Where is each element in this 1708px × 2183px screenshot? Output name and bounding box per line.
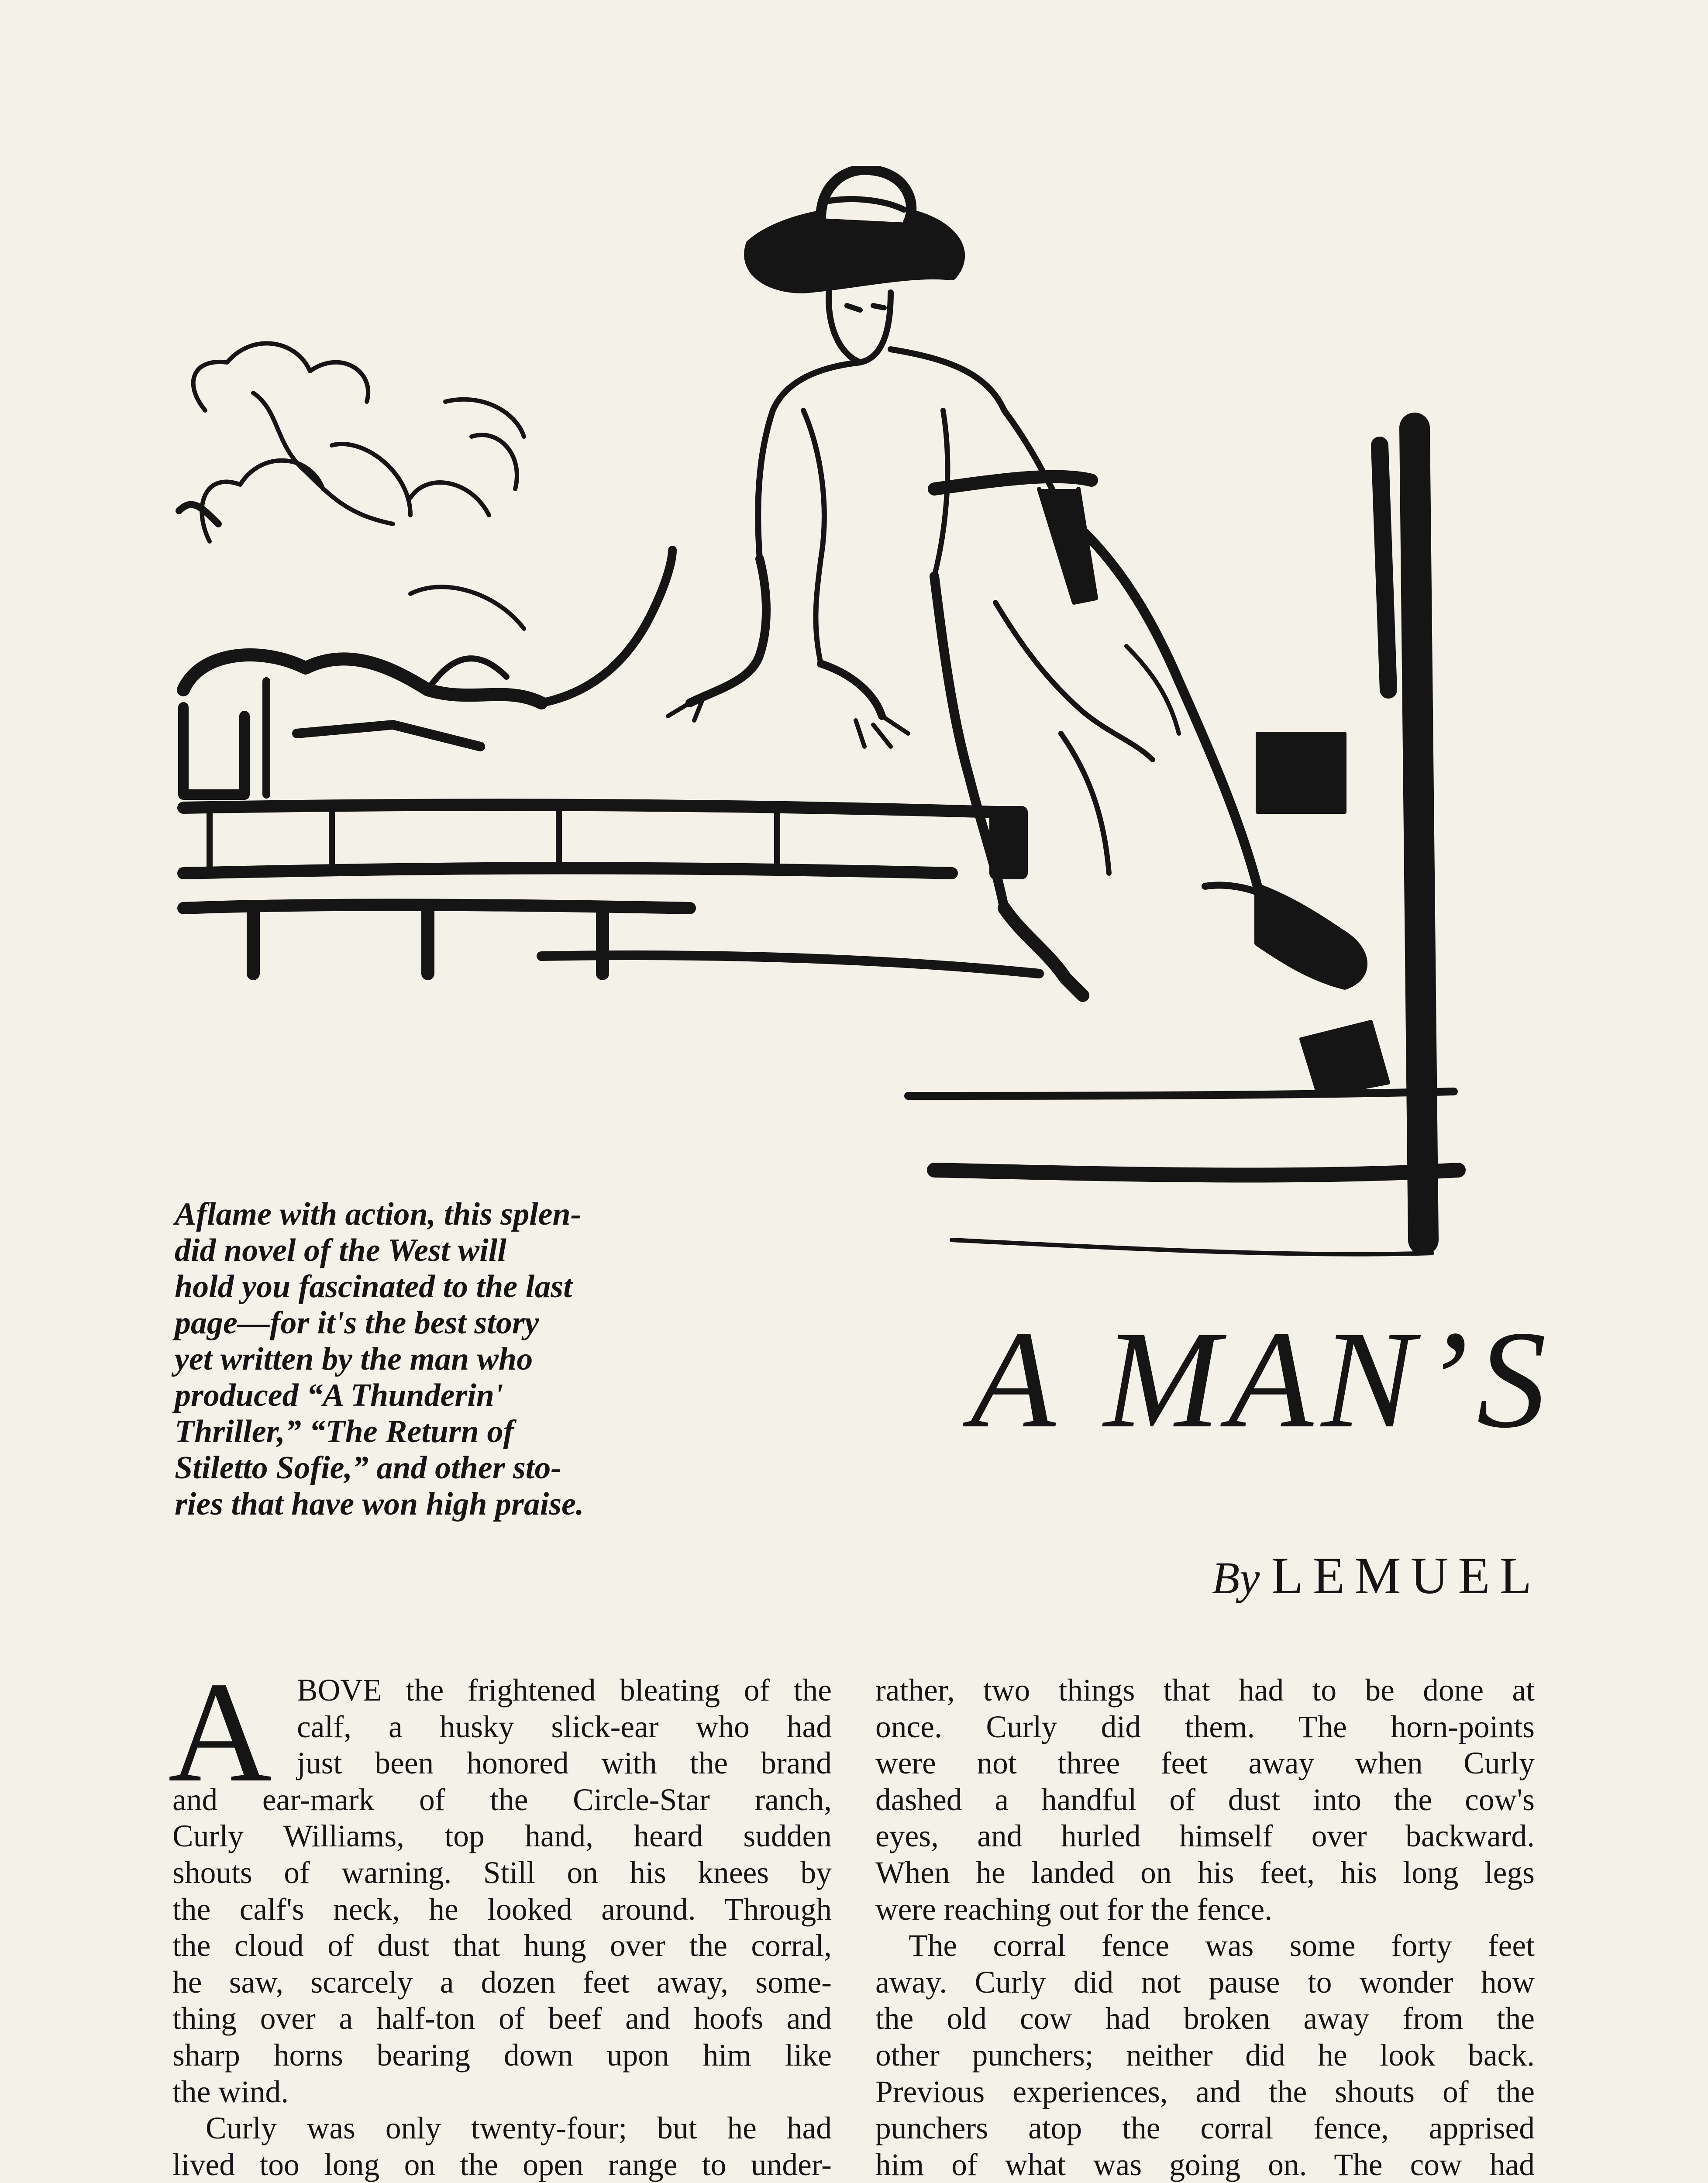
body-line: dashed a handful of dust into the cow's <box>875 1782 1535 1817</box>
body-line: the cloud of dust that hung over the corral, <box>172 1928 832 1963</box>
body-line: the wind. <box>172 2074 289 2109</box>
teaser-line: page—for it's the best story <box>175 1305 539 1341</box>
body-line: and ear-mark of the Circle-Star ranch, <box>172 1782 832 1817</box>
teaser-line: Aflame with action, this splen- <box>175 1196 582 1232</box>
byline-by: By <box>1212 1553 1260 1603</box>
body-line: were not three feet away when Curly <box>875 1746 1535 1781</box>
body-line: other punchers; neither did he look back. <box>875 2038 1535 2073</box>
body-line: lived too long on the open range to under- <box>172 2147 832 2182</box>
cowboy-fence-illustration <box>166 166 1537 1266</box>
body-line: When he landed on his feet, his long legs <box>875 1855 1535 1890</box>
body-line: the old cow had broken away from the <box>875 2001 1535 2036</box>
body-column-left <box>172 1672 832 2183</box>
body-line: Previous experiences, and the shouts of the <box>875 2074 1535 2109</box>
body-line: eyes, and hurled himself over backward. <box>875 1819 1535 1854</box>
teaser-line: yet written by the man who <box>175 1341 533 1377</box>
teaser-line: did novel of the West will <box>175 1233 506 1268</box>
body-line: just been honored with the brand <box>297 1746 832 1781</box>
dust-cloud <box>193 343 524 629</box>
body-line: BOVE the frightened bleating of the <box>297 1673 832 1708</box>
body-line: sharp horns bearing down upon him like <box>172 2038 832 2073</box>
body-line: The corral fence was some forty feet <box>909 1928 1535 1963</box>
story-teaser <box>175 1196 672 1522</box>
body-line: were reaching out for the fence. <box>875 1892 1273 1927</box>
body-line: Curly was only twenty-four; but he had <box>206 2111 832 2146</box>
body-line: calf, a husky slick-ear who had <box>297 1709 832 1744</box>
teaser-line: Thriller,” “The Return of <box>175 1414 514 1450</box>
body-line: Curly Williams, top hand, heard sudden <box>172 1819 832 1854</box>
body-line: thing over a half-ton of beef and hoofs and <box>172 2001 832 2036</box>
drop-cap: A <box>168 1653 272 1812</box>
cowboy-hat <box>749 169 960 288</box>
body-line: him of what was going on. The cow had <box>875 2147 1535 2182</box>
teaser-line: produced “A Thunderin' <box>175 1377 503 1413</box>
body-line: the calf's neck, he looked around. Through <box>172 1892 832 1927</box>
body-line: rather, two things that had to be done at <box>875 1673 1535 1708</box>
body-line: he saw, scarcely a dozen feet away, some- <box>172 1965 832 2000</box>
byline <box>1070 1546 1541 1606</box>
teaser-line: ries that have won high praise. <box>175 1486 584 1522</box>
body-line: once. Curly did them. The horn-points <box>875 1709 1535 1744</box>
story-title: A MAN’S <box>970 1302 1554 1457</box>
body-line: away. Curly did not pause to wonder how <box>875 1965 1535 2000</box>
cow-figure <box>179 505 672 795</box>
teaser-line: Stiletto Sofie,” and other sto- <box>175 1450 562 1486</box>
author-name: LEMUEL <box>1271 1546 1541 1605</box>
body-line: punchers atop the corral fence, apprised <box>875 2111 1535 2146</box>
body-column-right <box>875 1672 1535 2183</box>
body-line: shouts of warning. Still on his knees by <box>172 1855 832 1890</box>
cowboy-figure <box>668 284 1364 995</box>
teaser-line: hold you fascinated to the last <box>175 1269 572 1305</box>
